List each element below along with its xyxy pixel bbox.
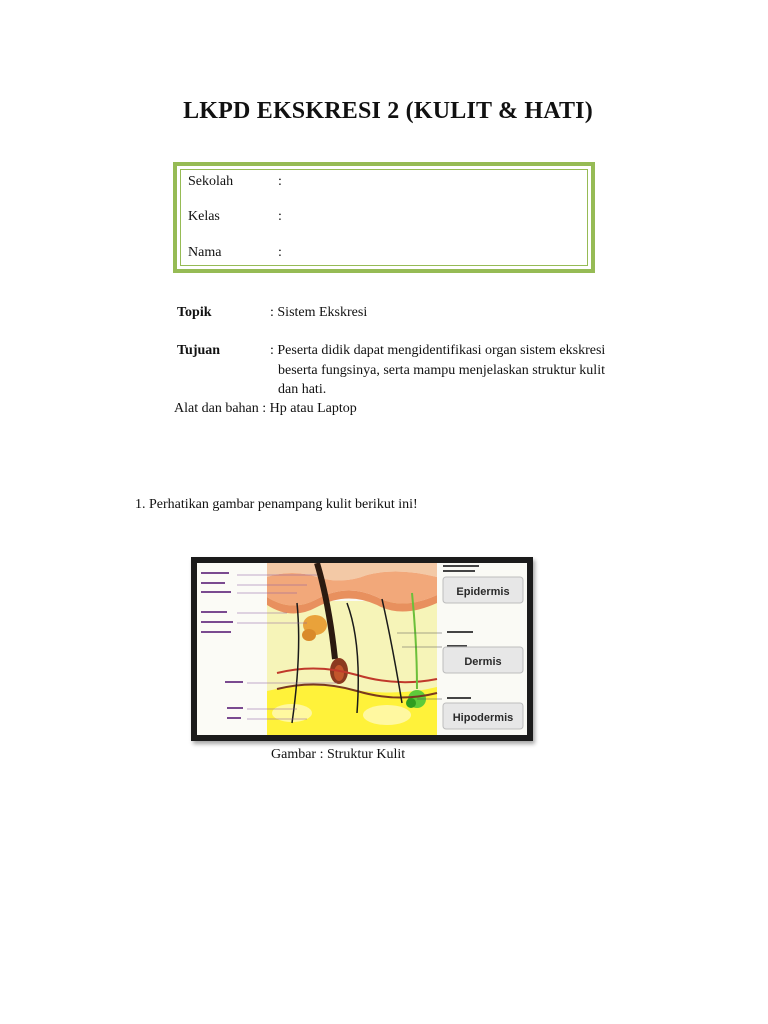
kelas-colon: : (278, 209, 282, 224)
nama-label: Nama (188, 245, 222, 260)
kelas-label: Kelas (188, 209, 220, 224)
tujuan-line-3: dan hati. (278, 382, 327, 397)
nama-colon: : (278, 245, 282, 260)
dermis-label: Dermis (464, 656, 502, 668)
topik-value: : Sistem Ekskresi (270, 305, 368, 320)
skin-structure-figure (191, 557, 533, 741)
figure-caption: Gambar : Struktur Kulit (271, 747, 406, 762)
tujuan-label: Tujuan (177, 343, 221, 358)
sekolah-colon: : (278, 174, 282, 189)
page-title: LKPD EKSKRESI 2 (KULIT & HATI) (183, 98, 593, 124)
skin-diagram-image (197, 563, 527, 735)
topik-label: Topik (177, 305, 212, 320)
hipodermis-label: Hipodermis (452, 712, 514, 724)
tujuan-line-2: beserta fungsinya, serta mampu menjelaskan struktur kulit (278, 363, 605, 378)
epidermis-label: Epidermis (456, 586, 510, 598)
sekolah-label: Sekolah (188, 174, 234, 189)
tujuan-line-1: : Peserta didik dapat mengidentifikasi organ sistem ekskresi (270, 343, 606, 358)
question-1: 1. Perhatikan gambar penampang kulit berikut ini! (135, 497, 418, 512)
identity-box (173, 162, 595, 273)
alat-bahan-line: Alat dan bahan : Hp atau Laptop (174, 401, 357, 416)
